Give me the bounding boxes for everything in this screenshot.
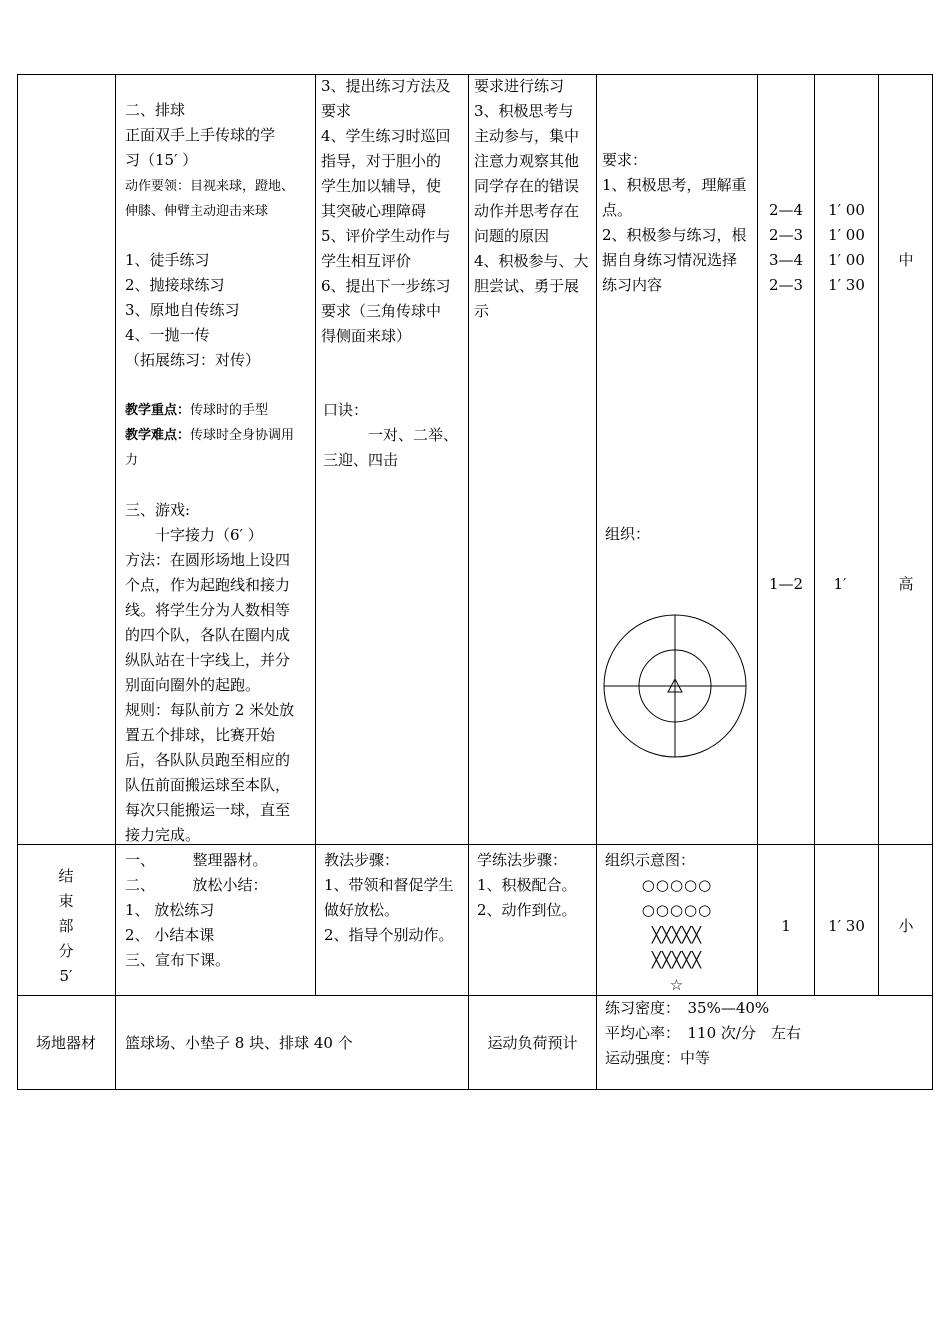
student-line: 3、积极思考与 bbox=[474, 102, 574, 120]
end-section-label bbox=[17, 864, 115, 989]
end-content-line: 二、 放松小结： bbox=[125, 876, 268, 894]
content-line: 二、排球 bbox=[125, 101, 186, 119]
game-line: 置五个排球，比赛开始 bbox=[125, 726, 276, 744]
end-content bbox=[125, 848, 268, 973]
teacher-line: 6、提出下一步练习 bbox=[321, 277, 451, 295]
cross-row: ╳╳╳╳╳ bbox=[651, 926, 703, 944]
end-org-diagram bbox=[617, 873, 737, 998]
game-line: 队伍前面搬运球至本队， bbox=[125, 776, 291, 794]
duration-value: 1′ 30 bbox=[828, 276, 865, 294]
times-value: 3—4 bbox=[768, 251, 804, 269]
lesson-plan-table bbox=[17, 74, 933, 1090]
label-char: 分 bbox=[58, 942, 74, 960]
venue-label: 场地器材 bbox=[35, 1034, 96, 1052]
student-line: 同学存在的错误 bbox=[474, 177, 580, 195]
student-line: 问题的原因 bbox=[474, 227, 550, 245]
game-times: 1—2 bbox=[768, 575, 804, 593]
game-line: 个点，作为起跑线和接力 bbox=[125, 576, 291, 594]
end-duration: 1′ 30 bbox=[828, 917, 865, 935]
times-value: 2—4 bbox=[768, 201, 804, 219]
difficulty-line-2: 力 bbox=[125, 453, 139, 468]
student-line: 动作并思考存在 bbox=[474, 202, 580, 220]
teacher-line: 4、学生练习时巡回 bbox=[321, 127, 451, 145]
student-line: 示 bbox=[474, 302, 490, 320]
teacher-star: ☆ bbox=[669, 976, 685, 994]
field-diagram bbox=[602, 612, 748, 762]
organization-requirements bbox=[602, 148, 747, 298]
label-char: 部 bbox=[58, 917, 74, 935]
exercise-item: 2、抛接球练习 bbox=[125, 276, 225, 294]
volleyball-content bbox=[125, 98, 275, 173]
student-steps bbox=[474, 74, 589, 324]
game-line: 线。将学生分为人数相等 bbox=[125, 601, 291, 619]
label-char: 5′ bbox=[59, 967, 73, 985]
difficulty-label: 教学难点： bbox=[125, 428, 191, 443]
exercise-list bbox=[125, 248, 260, 373]
exercise-item: 4、一抛一传 bbox=[125, 326, 210, 344]
teacher-steps bbox=[321, 74, 451, 349]
practice-times bbox=[758, 198, 814, 298]
end-content-line: 一、 整理器材。 bbox=[125, 851, 268, 869]
load-line: 练习密度： 35%—40% bbox=[605, 999, 770, 1017]
game-line: 每次只能搬运一球，直至 bbox=[125, 801, 291, 819]
org-label: 组织： bbox=[605, 525, 651, 543]
action-points bbox=[125, 174, 294, 224]
mnemonic bbox=[323, 398, 458, 473]
teacher-line: 5、评价学生动作与 bbox=[321, 227, 451, 245]
venue-equipment: 篮球场、小垫子 8 块、排球 40 个 bbox=[125, 1034, 353, 1052]
end-student-line: 2、动作到位。 bbox=[477, 901, 577, 919]
game-description bbox=[125, 498, 294, 848]
content-line: 习（15′ ） bbox=[125, 151, 198, 169]
mnemonic-line: 一对、二举、 bbox=[323, 426, 459, 444]
label-char: 结 bbox=[58, 867, 74, 885]
mnemonic-line: 口诀： bbox=[323, 401, 369, 419]
teacher-line: 得侧面来球） bbox=[321, 327, 412, 345]
end-teacher-line: 做好放松。 bbox=[324, 901, 400, 919]
exercise-item: 3、原地自传练习 bbox=[125, 301, 240, 319]
end-student-steps bbox=[477, 848, 577, 923]
duration-value: 1′ 00 bbox=[828, 251, 865, 269]
org-line: 练习内容 bbox=[602, 276, 663, 294]
exercise-item: （拓展练习：对传） bbox=[125, 351, 261, 369]
cross-row: ╳╳╳╳╳ bbox=[651, 951, 703, 969]
end-student-line: 1、积极配合。 bbox=[477, 876, 577, 894]
end-content-line: 2、 小结本课 bbox=[125, 926, 215, 944]
end-times: 1 bbox=[781, 917, 791, 935]
org-line: 1、积极思考，理解重 bbox=[602, 176, 747, 194]
game-line: 后，各队队员跑至相应的 bbox=[125, 751, 291, 769]
intensity-medium: 中 bbox=[898, 251, 914, 269]
content-line: 正面双手上手传球的学 bbox=[125, 126, 276, 144]
game-line: 十字接力（6′ ） bbox=[125, 526, 263, 544]
student-line: 注意力观察其他 bbox=[474, 152, 580, 170]
action-point-line: 伸膝、伸臂主动迎击来球 bbox=[125, 204, 269, 219]
game-line: 接力完成。 bbox=[125, 826, 201, 844]
key-label: 教学重点： bbox=[125, 403, 191, 418]
student-line: 胆尝试、勇于展 bbox=[474, 277, 580, 295]
circle-row: ○○○○○ bbox=[641, 901, 713, 919]
difficulty-text: 传球时全身协调用 bbox=[190, 428, 295, 443]
game-line: 规则：每队前方 2 米处放 bbox=[125, 701, 295, 719]
game-line: 别面向圈外的起跑。 bbox=[125, 676, 261, 694]
circle-row: ○○○○○ bbox=[641, 876, 713, 894]
exercise-item: 1、徒手练习 bbox=[125, 251, 210, 269]
load-line: 平均心率： 110 次/分 左右 bbox=[605, 1024, 801, 1042]
teacher-line: 要求 bbox=[321, 102, 352, 120]
end-content-line: 三、宣布下课。 bbox=[125, 951, 231, 969]
load-estimate bbox=[605, 996, 801, 1071]
teacher-line: 3、提出练习方法及 bbox=[321, 77, 451, 95]
game-line: 方法：在圆形场地上设四 bbox=[125, 551, 291, 569]
teacher-line: 学生加以辅导，使 bbox=[321, 177, 442, 195]
org-line: 2、积极参与练习，根 bbox=[602, 226, 747, 244]
student-line: 4、积极参与、大 bbox=[474, 252, 589, 270]
teacher-line: 要求（三角传球中 bbox=[321, 302, 442, 320]
game-duration: 1′ bbox=[833, 575, 847, 593]
teacher-line: 其突破心理障碍 bbox=[321, 202, 427, 220]
end-teacher-line: 1、带领和督促学生 bbox=[324, 876, 454, 894]
intensity-low: 小 bbox=[898, 917, 914, 935]
times-value: 2—3 bbox=[768, 226, 804, 244]
key-text: 传球时的手型 bbox=[190, 403, 269, 418]
key-point-line bbox=[125, 398, 294, 423]
end-org-title: 组织示意图： bbox=[605, 851, 696, 869]
action-point-line: 动作要领：目视来球，蹬地、 bbox=[125, 179, 295, 194]
end-student-line: 学练法步骤： bbox=[477, 851, 568, 869]
times-value: 2—3 bbox=[768, 276, 804, 294]
end-teacher-line: 教法步骤： bbox=[324, 851, 400, 869]
mnemonic-line: 三迎、四击 bbox=[323, 451, 399, 469]
end-teacher-line: 2、指导个别动作。 bbox=[324, 926, 454, 944]
org-line: 要求： bbox=[602, 151, 648, 169]
game-line: 纵队站在十字线上，并分 bbox=[125, 651, 291, 669]
end-content-line: 1、 放松练习 bbox=[125, 901, 215, 919]
load-line: 运动强度：中等 bbox=[605, 1049, 711, 1067]
teacher-line: 学生相互评价 bbox=[321, 252, 412, 270]
load-label: 运动负荷预计 bbox=[487, 1034, 578, 1052]
intensity-high: 高 bbox=[898, 575, 914, 593]
org-line: 据自身练习情况选择 bbox=[602, 251, 738, 269]
game-line: 三、游戏: bbox=[125, 501, 191, 519]
student-line: 主动参与，集中 bbox=[474, 127, 580, 145]
student-line: 要求进行练习 bbox=[474, 77, 565, 95]
duration-value: 1′ 00 bbox=[828, 226, 865, 244]
label-char: 束 bbox=[58, 892, 74, 910]
practice-durations bbox=[815, 198, 878, 298]
duration-value: 1′ 00 bbox=[828, 201, 865, 219]
game-line: 的四个队，各队在圈内成 bbox=[125, 626, 291, 644]
difficulty-line bbox=[125, 423, 294, 448]
org-line: 点。 bbox=[602, 201, 633, 219]
teacher-line: 指导，对于胆小的 bbox=[321, 152, 442, 170]
end-teacher-steps bbox=[324, 848, 454, 948]
key-points bbox=[125, 398, 294, 473]
